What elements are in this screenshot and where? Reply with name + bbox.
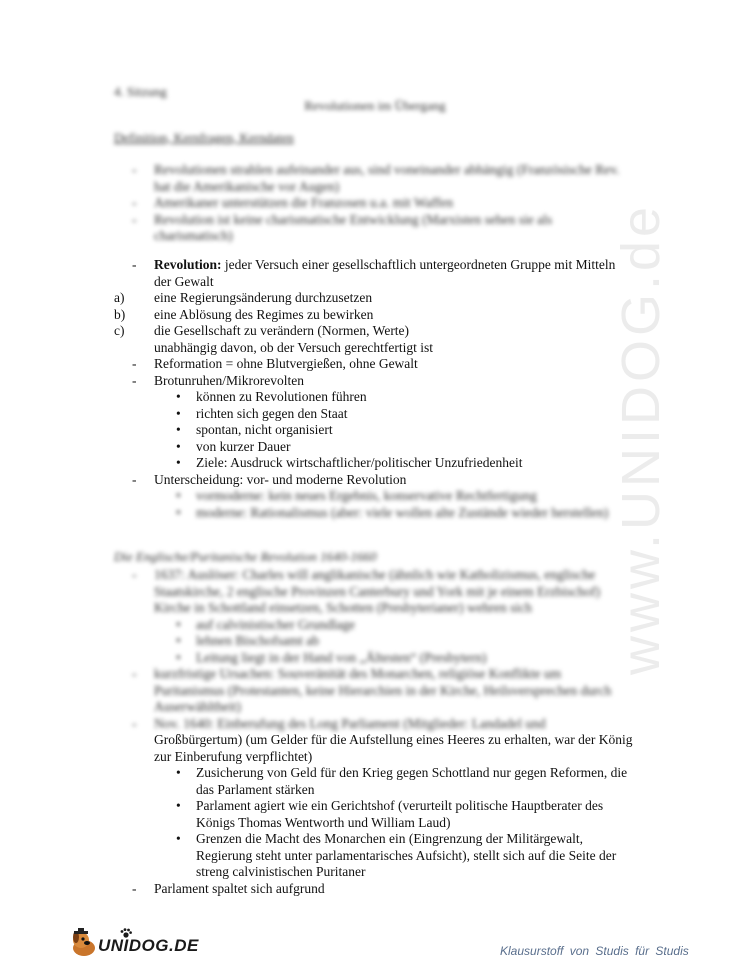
bullet-item: • von kurzer Dauer — [176, 438, 291, 454]
bullet-item: • spontan, nicht organisiert — [176, 422, 333, 437]
list-item: a) eine Regierungsänderung durchzusetzen — [114, 290, 373, 305]
bullet-item: • lehnen Bischofsamt ab — [176, 633, 319, 648]
list-item: - 1637: Auslöser: Charles will anglikanische (ähnlich wie Katholizismus, englische Staatskirche, 2 englische Provinzen Canterbury und York mit je einem Erzbischof) Kirche in Schottland einsetzen, Schotten (Presbyterianer) wehren sich — [132, 567, 601, 615]
list-item: b) eine Ablösung des Regimes zu bewirken — [114, 306, 374, 322]
list-item-continuation: Großbürgertum) (um Gelder für die Aufstellung eines Heeres zu erhalten, war der König zur Einberufung verpflichtet) — [154, 732, 633, 764]
bullet-item: • Leitung liegt in der Hand von „Ältesten“ (Presbytern) — [176, 649, 487, 665]
dog-mascot-icon — [68, 928, 100, 960]
definition-term: Revolution: — [154, 257, 222, 272]
watermark: www.UNIDOG.de — [611, 202, 671, 675]
list-item: - Reformation = ohne Blutvergießen, ohne Gewalt — [132, 356, 418, 371]
revolution-definition: - Revolution: jeder Versuch einer gesellschaftlich untergeordneten Gruppe mit Mitteln der Gewalt — [132, 257, 616, 289]
document-title: Revolutionen im Übergang — [304, 98, 446, 113]
footer-tagline: Klausurstoff von Studis für Studis — [500, 944, 689, 958]
session-label: 4. Sitzung — [114, 84, 167, 99]
footer-logo[interactable] — [68, 928, 198, 960]
english-revolution-list — [114, 567, 634, 732]
definition-note: unabhängig davon, ob der Versuch gerechtfertigt ist — [154, 339, 434, 355]
list-item: - kurzfristige Ursachen: Souveränität des Monarchen, religiöse Konflikte um Puritanismus (Protestanten, keine Hierarchien in der Kirche, Heilsversprechen durch Auserwähltheit) — [132, 666, 612, 714]
english-revolution-heading: Die Englische/Puritanische Revolution 1640-1660 — [114, 549, 377, 564]
definition-block — [114, 257, 634, 521]
list-item: - Unterscheidung: vor- und moderne Revolution — [132, 471, 407, 487]
list-item: c) die Gesellschaft zu verändern (Normen, Werte) — [114, 323, 410, 338]
bullet-item: • Zusicherung von Geld für den Krieg gegen Schottland nur gegen Reformen, die das Parlament stärken — [176, 765, 628, 797]
bullet-item: • richten sich gegen den Staat — [176, 405, 348, 421]
bullet-item: • vormoderne: kein neues Ergebnis, konservative Rechtfertigung — [176, 488, 537, 503]
list-item: - Brotunruhen/Mikrorevolten — [132, 372, 304, 388]
bullet-item: • Ziele: Ausdruck wirtschaftlicher/politischer Unzufriedenheit — [176, 455, 523, 470]
section-heading: Definition, Kernfragen, Kerndaten — [114, 130, 294, 145]
long-parliament-block — [114, 732, 634, 897]
bullet-item: • können zu Revolutionen führen — [176, 389, 367, 404]
intro-list — [114, 162, 634, 245]
bullet-item: • auf calvinistischer Grundlage — [176, 616, 355, 632]
list-item: - Parlament spaltet sich aufgrund — [132, 880, 325, 896]
list-item: - Amerikaner unterstützen die Franzosen u.a. mit Waffen — [132, 195, 454, 210]
list-item: - Revolution ist keine charismatische Entwicklung (Marxisten sehen sie als charismatisch) — [132, 211, 553, 243]
bullet-item: • Parlament agiert wie ein Gerichtshof (verurteilt politische Hauptberater des Königs Thomas Wentworth und William Laud) — [176, 798, 604, 830]
logo-text: UNIDOG.DE — [98, 936, 199, 955]
list-item: - Nov. 1640: Einberufung des Long Parliament (Mitglieder: Landadel und — [132, 715, 546, 731]
bullet-item: • Grenzen die Macht des Monarchen ein (Eingrenzung der Militärgewalt, Regierung steht unter parlamentarisches Aufsicht), stellt sich auf die Seite der streng calvinistischen Puritaner — [176, 831, 617, 879]
list-item: - Revolutionen strahlen aufeinander aus, sind voneinander abhängig (Französische Rev. hat die Amerikanische vor Augen) — [132, 162, 620, 194]
bullet-item: • moderne: Rationalismus (aber: viele wollen alte Zustände wieder herstellen) — [176, 504, 609, 520]
